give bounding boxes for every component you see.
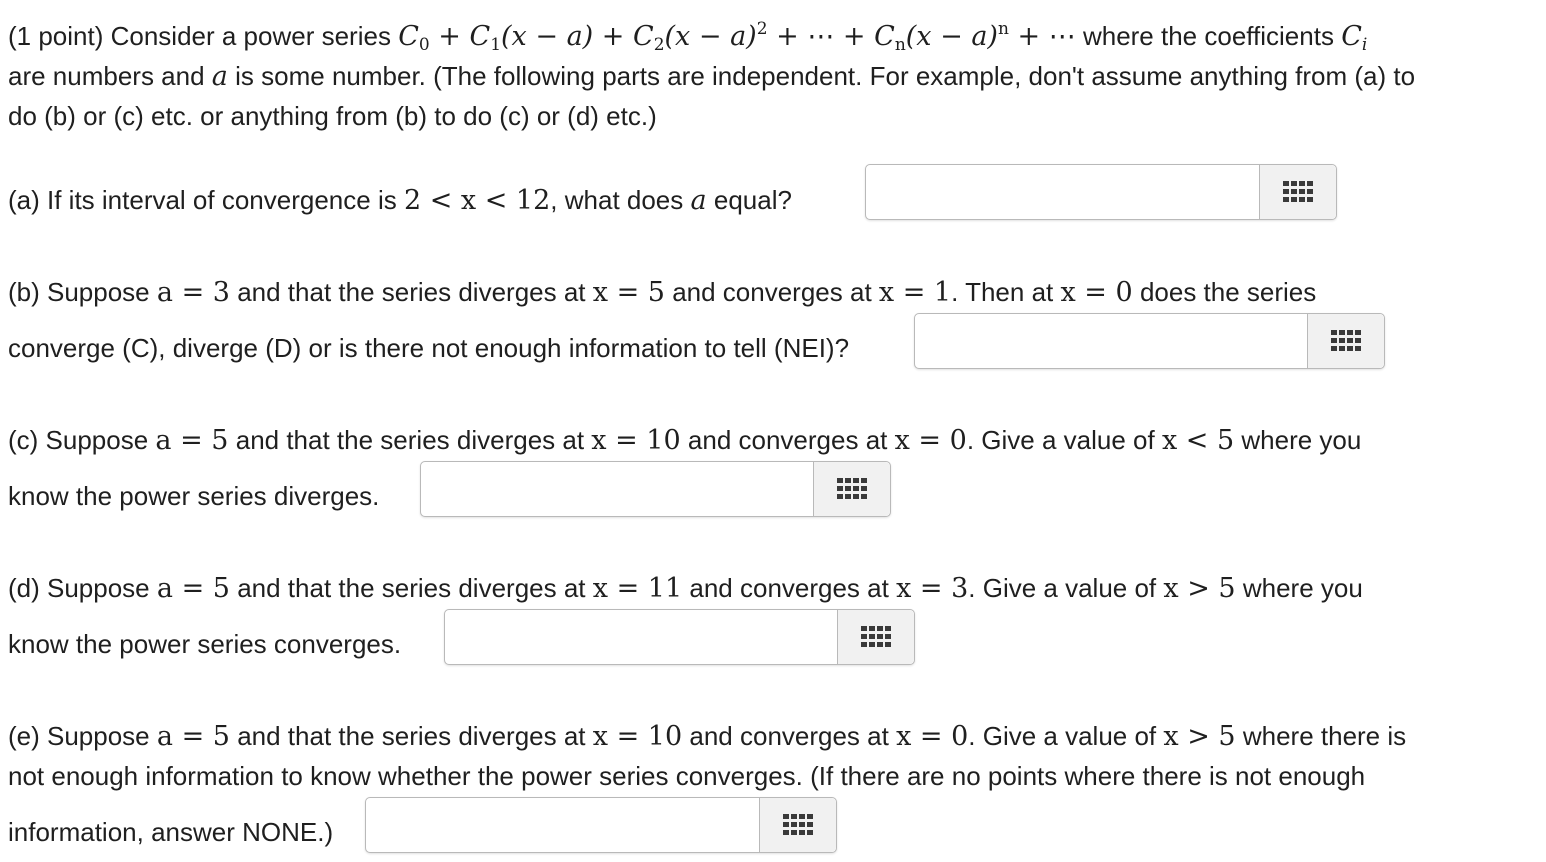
part-d-question-line-2: know the power series converges. [8, 629, 402, 659]
part-e-question-line-3: information, answer NONE.) [8, 817, 334, 847]
part-d-question-line-1: (d) Suppose a = 5 and that the series diverges at x = 11 and converges at x = 3. Give a value of x > 5 where you [8, 573, 1363, 604]
part-a-answer-box [865, 164, 1337, 220]
equation-grid-icon [1331, 330, 1361, 352]
part-a-question: (a) If its interval of convergence is 2 < x < 12, what does a equal? [8, 185, 792, 216]
part-c-answer-input[interactable] [421, 462, 813, 516]
intro-line-2: are numbers and a is some number. (The following parts are independent. For example, don't assume anything from (a) to [8, 61, 1416, 92]
part-b-answer-box [914, 313, 1385, 369]
part-e-question-line-1: (e) Suppose a = 5 and that the series diverges at x = 10 and converges at x = 0. Give a value of x > 5 where there is [8, 721, 1407, 752]
part-a-equation-button[interactable] [1259, 165, 1336, 219]
part-d-answer-box [444, 609, 915, 665]
intro-line-3: do (b) or (c) etc. or anything from (b) to do (c) or (d) etc.) [8, 101, 657, 131]
equation-grid-icon [837, 478, 867, 500]
part-e-answer-input[interactable] [366, 798, 759, 852]
equation-grid-icon [1283, 181, 1313, 203]
intro-line-1 [8, 16, 1367, 57]
part-d-answer-input[interactable] [445, 610, 837, 664]
part-c-question-line-2: know the power series diverges. [8, 481, 380, 511]
equation-grid-icon [861, 626, 891, 648]
coefficient-ci: $C_i$ [1341, 21, 1368, 55]
part-b-question-line-1: (b) Suppose a = 3 and that the series diverges at x = 5 and converges at x = 1. Then at x = 0 does the series [8, 277, 1317, 308]
part-e-answer-box [365, 797, 837, 853]
part-c-question-line-1: (c) Suppose a = 5 and that the series diverges at x = 10 and converges at x = 0. Give a value of x < 5 where you [8, 425, 1362, 456]
part-a-interval: 2 < x < 12 [403, 185, 551, 216]
equation-grid-icon [783, 814, 813, 836]
part-e-equation-button[interactable] [759, 798, 836, 852]
intro-lead: (1 point) Consider a power series [8, 21, 391, 51]
part-a-answer-input[interactable] [866, 165, 1259, 219]
intro-where: where the coefficients [1082, 21, 1334, 51]
part-b-answer-input[interactable] [915, 314, 1307, 368]
part-c-equation-button[interactable] [813, 462, 890, 516]
part-e-question-line-2: not enough information to know whether the power series converges. (If there are no points where there is not enough [8, 761, 1366, 791]
part-b-equation-button[interactable] [1307, 314, 1384, 368]
part-c-answer-box [420, 461, 891, 517]
part-b-question-line-2: converge (C), diverge (D) or is there not enough information to tell (NEI)? [8, 333, 850, 363]
part-d-equation-button[interactable] [837, 610, 914, 664]
series-formula: $C_0 + C_1(x - a) + C_2(x - a)^2$ + ⋯ + $C_n(x - a)^n$ + ⋯ [398, 19, 1076, 55]
